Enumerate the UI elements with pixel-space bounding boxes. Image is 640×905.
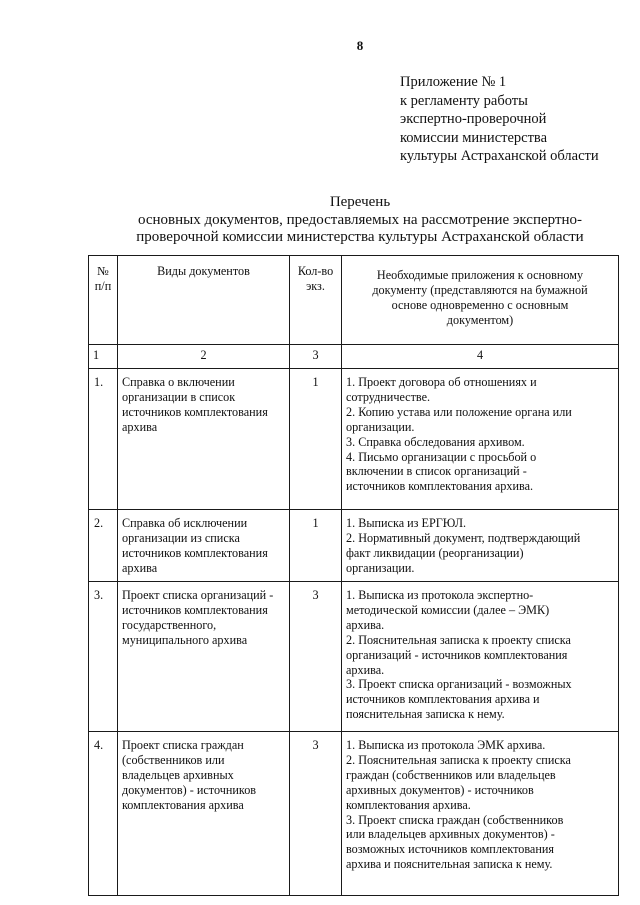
header-quantity: Кол-во экз. xyxy=(290,256,342,345)
header-document-kind: Виды документов xyxy=(118,256,290,345)
document-title xyxy=(80,194,640,247)
required-attachments: 1. Выписка из протокола ЭМК архива. 2. Пояснительная записка к проекту списка граждан (собственников или владельцев архивных документов) - источников комплектования архива. 3. Проект списка граждан (собственников или владельцев архивных документов) - возможных источников комплектования архива и пояснительная записка к нему. xyxy=(342,732,619,896)
document-kind: Проект списка организаций - источников комплектования государственного, муниципального архива xyxy=(118,582,290,732)
title-line: проверочной комиссии министерства культуры Астраханской области xyxy=(136,229,584,246)
title-line: Перечень xyxy=(329,194,391,210)
header-number: № п/п xyxy=(89,256,118,345)
column-number: 4 xyxy=(342,345,619,369)
page-number: 8 xyxy=(356,38,364,53)
appendix-note xyxy=(400,73,635,166)
table-row xyxy=(89,732,619,896)
table-row xyxy=(89,510,619,582)
column-number: 3 xyxy=(290,345,342,369)
row-number: 4. xyxy=(89,732,118,896)
table-header-row xyxy=(89,256,619,345)
table-row xyxy=(89,582,619,732)
copies-count: 3 xyxy=(290,582,342,732)
column-number: 1 xyxy=(89,345,118,369)
table-row xyxy=(89,369,619,510)
appendix-line: комиссии министерства xyxy=(400,129,548,146)
row-number: 2. xyxy=(89,510,118,582)
required-attachments: 1. Выписка из ЕРГЮЛ. 2. Нормативный документ, подтверждающий факт ликвидации (реорганизации) организации. xyxy=(342,510,619,582)
documents-table xyxy=(88,255,619,896)
required-attachments: 1. Проект договора об отношениях и сотрудничестве. 2. Копию устава или положение органа или организации. 3. Справка обследования архивом. 4. Письмо организации с просьбой о включении в список организаций - источников комплектования архива. xyxy=(342,369,619,510)
copies-count: 1 xyxy=(290,369,342,510)
document-kind: Справка о включении организации в список источников комплектования архива xyxy=(118,369,290,510)
appendix-line: Приложение № 1 xyxy=(400,74,507,90)
appendix-line: к регламенту работы xyxy=(400,92,528,109)
document-kind: Проект списка граждан (собственников или владельцев архивных документов) - источников комплектования архива xyxy=(118,732,290,896)
copies-count: 3 xyxy=(290,732,342,896)
document-kind: Справка об исключении организации из списка источников комплектования архива xyxy=(118,510,290,582)
title-line: основных документов, предоставляемых на рассмотрение экспертно- xyxy=(137,211,583,228)
copies-count: 1 xyxy=(290,510,342,582)
required-attachments: 1. Выписка из протокола экспертно- методической комиссии (далее – ЭМК) архива. 2. Пояснительная записка к проекту списка организаций - источников комплектования архива. 3. Проект списка организаций - возможных источников комплектования архива и пояснительная записка к нему. xyxy=(342,582,619,732)
row-number: 1. xyxy=(89,369,118,510)
appendix-line: экспертно-проверочной xyxy=(400,111,547,128)
appendix-line: культуры Астраханской области xyxy=(400,148,599,165)
column-number-row xyxy=(89,345,619,369)
header-attachments: Необходимые приложения к основному документу (представляются на бумажной основе одновременно с основным документом) xyxy=(342,256,619,345)
column-number: 2 xyxy=(118,345,290,369)
row-number: 3. xyxy=(89,582,118,732)
